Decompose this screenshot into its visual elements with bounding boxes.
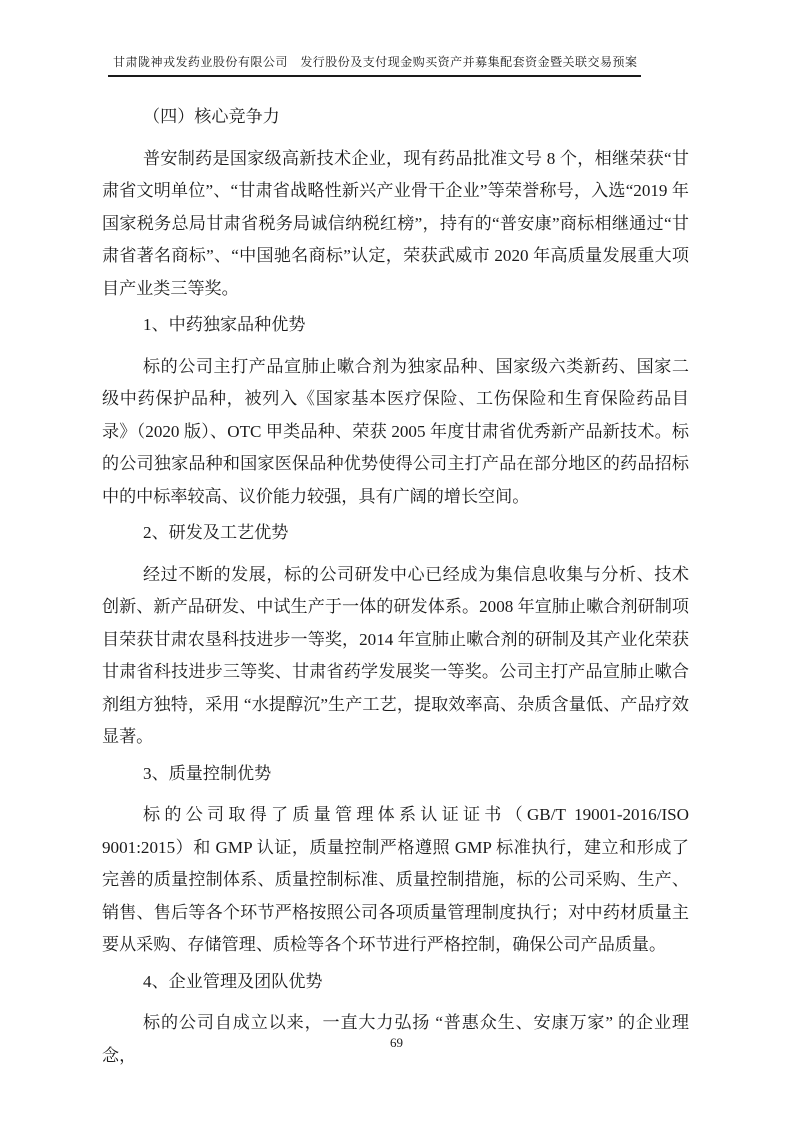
subsection-paragraph-2: 经过不断的发展，标的公司研发中心已经成为集信息收集与分析、技术创新、新产品研发、中试生产于一体的研发体系。2008 年宣肺止嗽合剂研制项目荣获甘肃农垦科技进步一等奖，2014 年宣肺止嗽合剂的研制及其产业化荣获甘肃省科技进步三等奖、甘肃省药学发展奖一等奖。公司主打产品宣肺止嗽合剂组方独特，采用 “水提醇沉”生产工艺，提取效率高、杂质含量低、产品疗效显著。 bbox=[102, 564, 689, 746]
page-footer bbox=[0, 1034, 793, 1052]
section-heading-core-competitiveness: （四）核心竞争力 bbox=[143, 107, 280, 126]
subsection-heading-3: 3、质量控制优势 bbox=[143, 763, 272, 783]
page-header bbox=[108, 54, 641, 77]
page-number: 69 bbox=[390, 1035, 403, 1050]
subsection-paragraph-3: 标的公司取得了质量管理体系认证证书（GB/T 19001-2016/ISO 9001:2015）和 GMP 认证，质量控制严格遵照 GMP 标准执行，建立和形成了完善的质量控制体系、质量控制标准、质量控制措施，标的公司采购、生产、销售、售后等各个环节严格按照公司各项质量管理制度执行；对中药材质量主要从采购、存储管理、质检等各个环节进行严格控制，确保公司产品质量。 bbox=[102, 805, 689, 954]
subsection-heading-4: 4、企业管理及团队优势 bbox=[143, 971, 323, 991]
subsection-heading-2: 2、研发及工艺优势 bbox=[143, 523, 289, 542]
subsection-heading-1: 1、中药独家品种优势 bbox=[143, 315, 306, 334]
header-running-title: 甘肃陇神戎发药业股份有限公司 发行股份及支付现金购买资产并募集配套资金暨关联交易预案 bbox=[113, 55, 637, 69]
subsection-paragraph-4: 标的公司自成立以来，一直大力弘扬 “普惠众生、安康万家” 的企业理念， bbox=[102, 1013, 689, 1065]
subsection-paragraph-1: 标的公司主打产品宣肺止嗽合剂为独家品种、国家级六类新药、国家二级中药保护品种，被列入《国家基本医疗保险、工伤保险和生育保险药品目录》（2020 版）、OTC 甲类品种、荣获 2005 年度甘肃省优秀新产品新技术。标的公司独家品种和国家医保品种优势使得公司主打产品在部分地区的药品招标中的中标率较高、议价能力较强，具有广阔的增长空间。 bbox=[102, 356, 689, 506]
document-body bbox=[102, 97, 689, 1072]
intro-paragraph: 普安制药是国家级高新技术企业，现有药品批准文号 8 个，相继荣获“甘肃省文明单位”、“甘肃省战略性新兴产业骨干企业”等荣誉称号，入选“2019 年国家税务总局甘肃省税务局诚信纳税红榜”，持有的“普安康”商标相继通过“甘肃省著名商标”、“中国驰名商标”认定，荣获武威市 2020 年高质量发展重大项目产业类三等奖。 bbox=[102, 148, 689, 298]
